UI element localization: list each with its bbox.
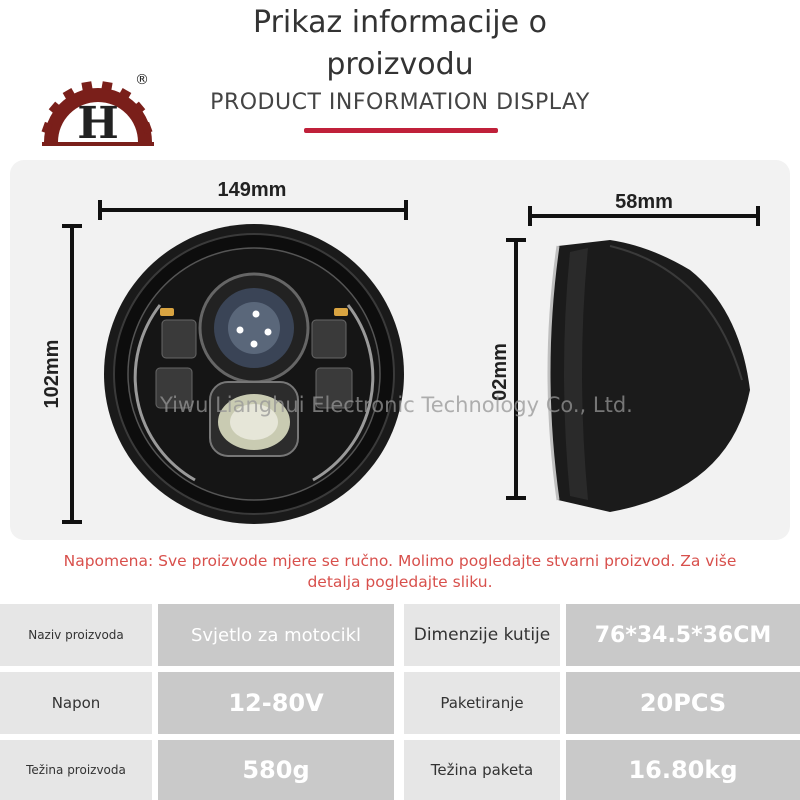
depth-label: 58mm: [615, 191, 673, 213]
brand-logo: [38, 68, 158, 148]
height-dimension: [41, 226, 82, 522]
height-label: 102mm: [41, 339, 63, 409]
measurement-note: Napomena: Sve proizvode mjere se ručno. Molimo pogledajte stvarni proizvod. Za više detalja pogledajte sliku.: [63, 552, 737, 591]
packing-value: 20PCS: [566, 672, 800, 734]
box-dimension-value: 76*34.5*36CM: [566, 604, 800, 666]
width-dimension: [100, 179, 406, 220]
watermark-text: Yiwu Lianghui Electronic Technology Co., Ltd.: [160, 393, 633, 417]
product-name-value: Svjetlo za motocikl: [158, 604, 394, 666]
product-weight-value: 580g: [158, 740, 394, 800]
page-subtitle: PRODUCT INFORMATION DISPLAY: [210, 90, 590, 115]
headlight-front-view: [104, 224, 404, 524]
side-height-dimension: [489, 240, 526, 498]
package-weight-value: 16.80kg: [566, 740, 800, 800]
title-underline: [304, 128, 498, 133]
title-line-1: Prikaz informacije o: [253, 5, 547, 40]
logo-letter: H: [77, 98, 119, 148]
headlight-side-view: [549, 240, 750, 512]
spec-table: [0, 604, 800, 800]
box-dimension-label: Dimenzije kutije: [404, 604, 560, 666]
registered-mark: ®: [135, 72, 149, 88]
product-weight-label: Težina proizvoda: [0, 740, 152, 800]
voltage-value: 12-80V: [158, 672, 394, 734]
title-line-2: proizvodu: [326, 47, 474, 82]
width-label: 149mm: [217, 179, 287, 201]
product-name-label: Naziv proizvoda: [0, 604, 152, 666]
product-dimension-panel: [10, 160, 790, 540]
voltage-label: Napon: [0, 672, 152, 734]
page-title: [200, 2, 600, 86]
side-height-label: 02mm: [489, 343, 511, 401]
depth-dimension: [530, 191, 758, 226]
packing-label: Paketiranje: [404, 672, 560, 734]
package-weight-label: Težina paketa: [404, 740, 560, 800]
